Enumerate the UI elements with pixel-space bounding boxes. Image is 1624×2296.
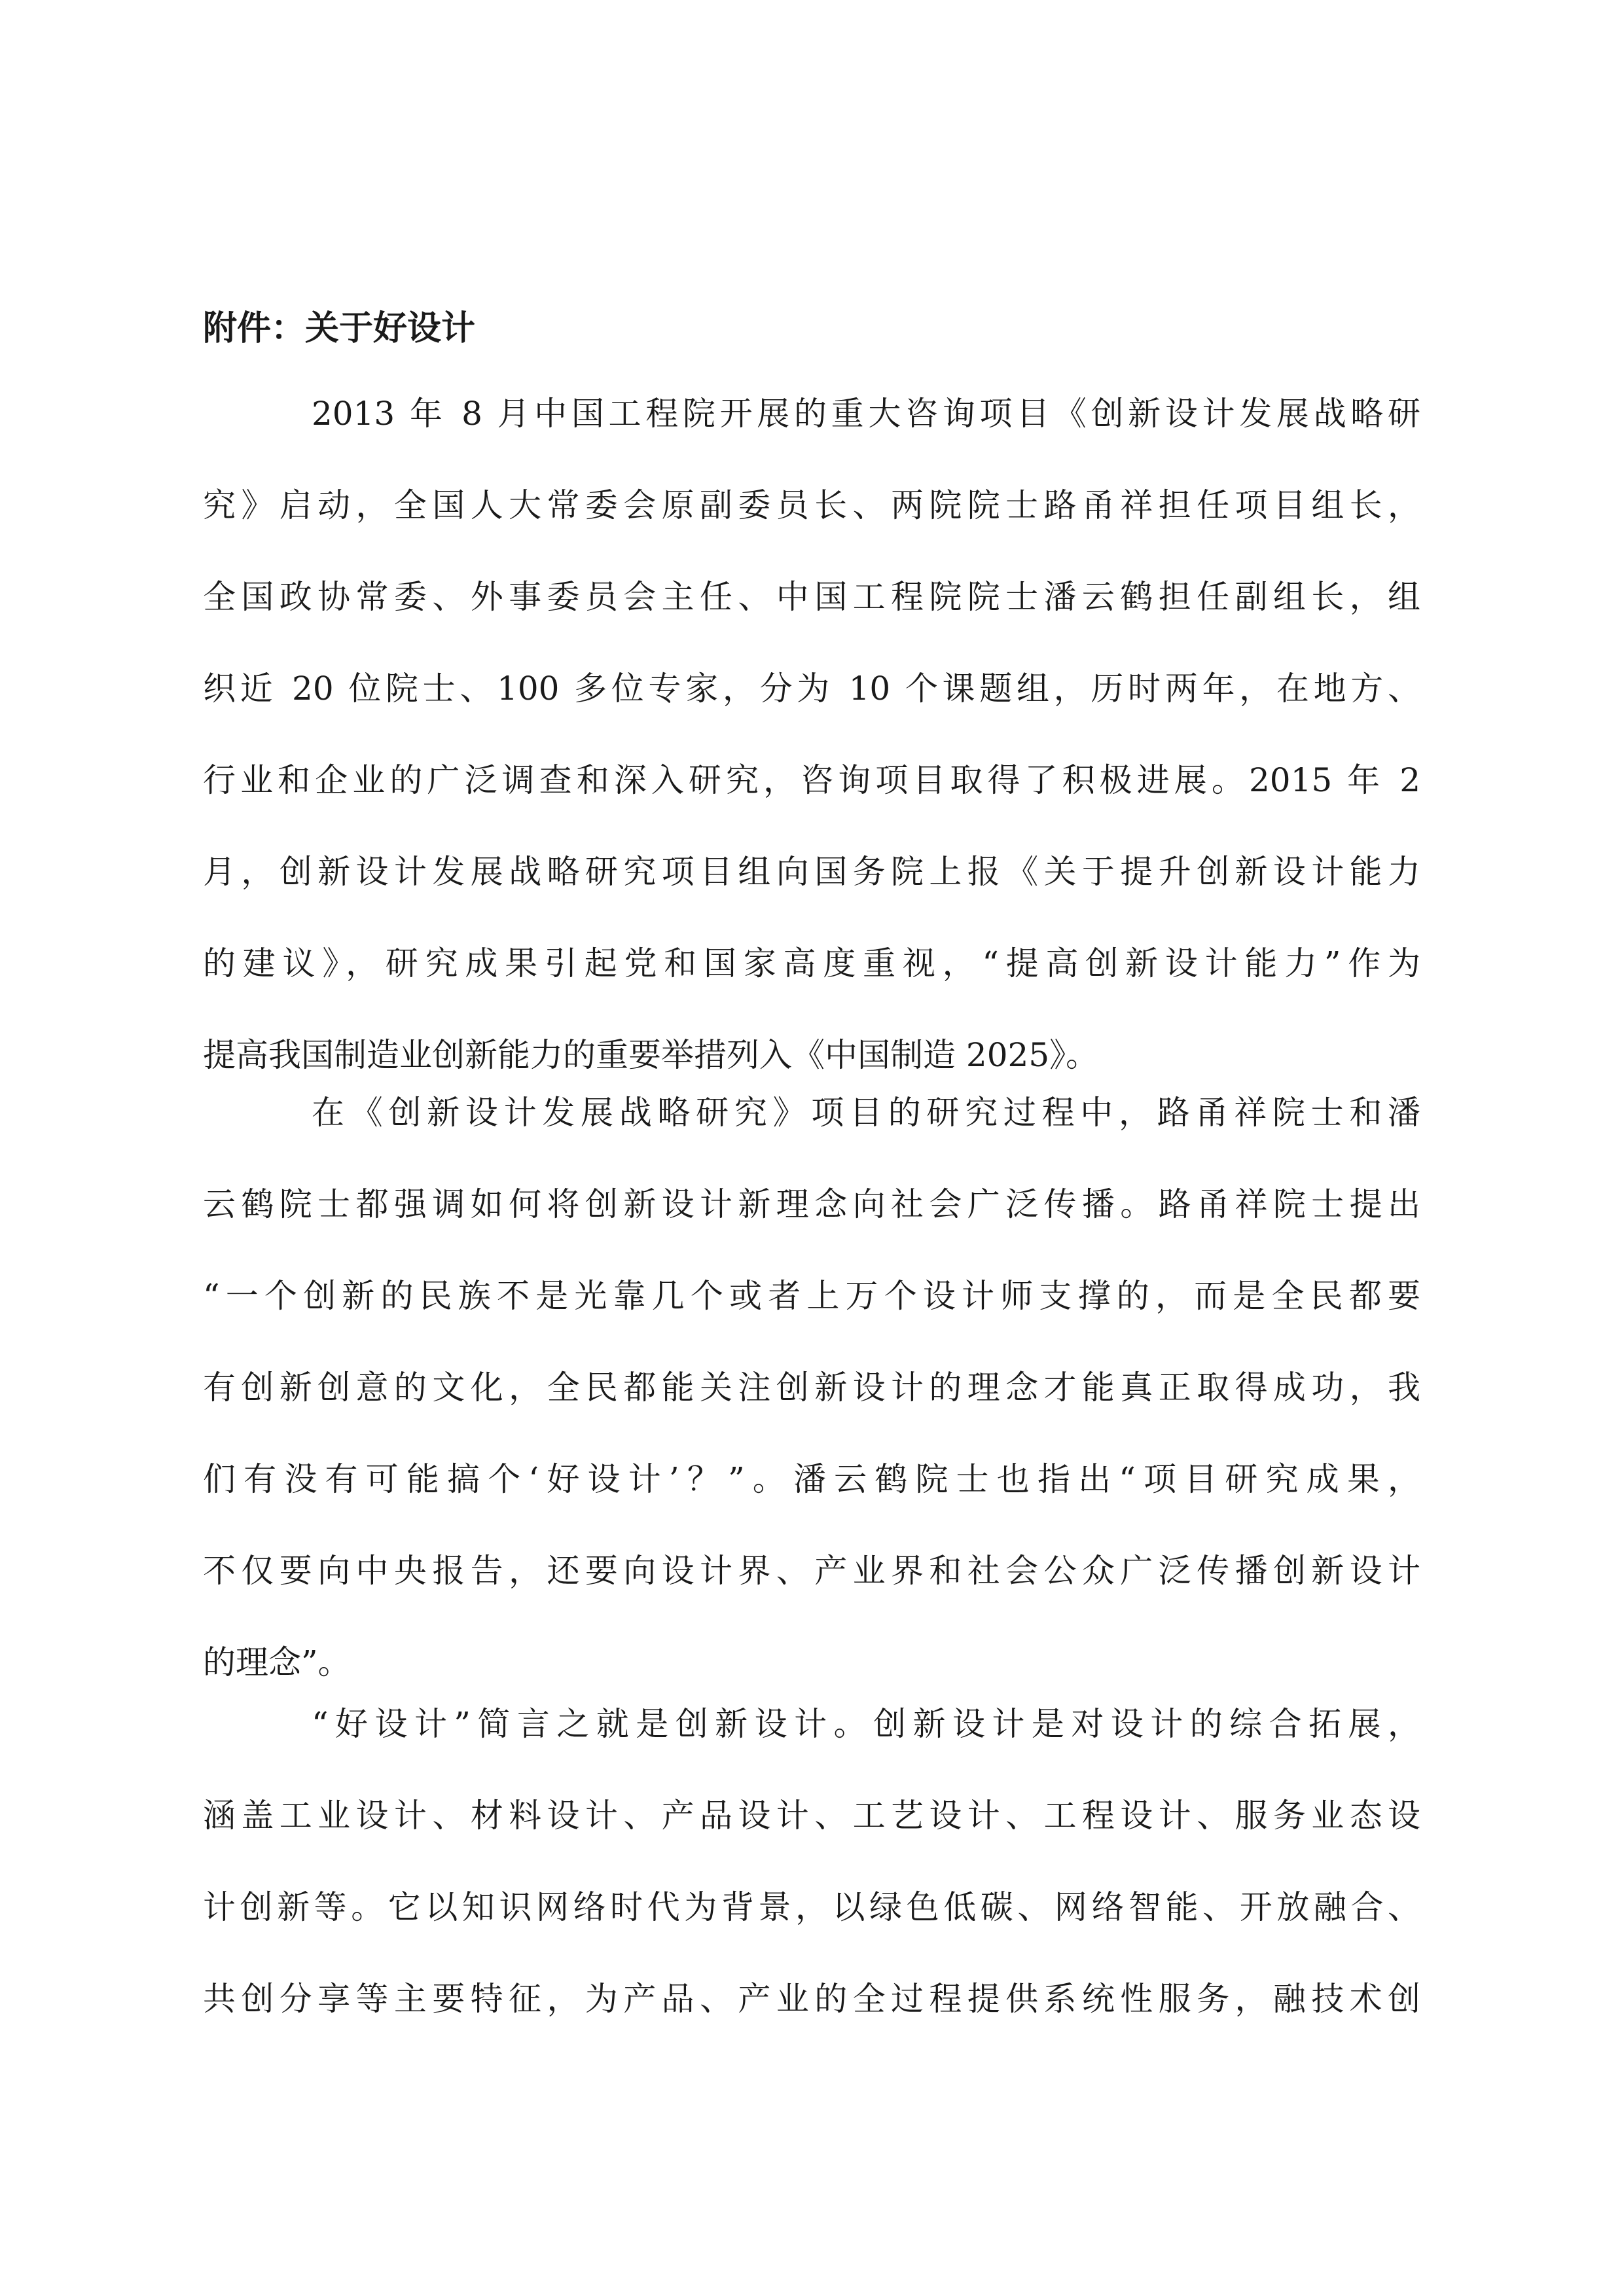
text-line: 行业和企业的广泛调查和深入研究，咨询项目取得了积极进展。2015 年 2: [203, 761, 1420, 799]
text-line: 共创分享等主要特征，为产品、产业的全过程提供系统性服务，融技术创: [203, 1980, 1420, 2018]
text-line: 提高我国制造业创新能力的重要举措列入《中国制造 2025》。: [203, 1036, 1099, 1074]
text-line: 不仅要向中央报告，还要向设计界、产业界和社会公众广泛传播创新设计: [203, 1552, 1420, 1590]
text-line: 2013 年 8 月中国工程院开展的重大咨询项目《创新设计发展战略研: [312, 395, 1420, 433]
text-line: 全国政协常委、外事委员会主任、中国工程院院士潘云鹤担任副组长，组: [203, 578, 1420, 616]
text-line: 在《创新设计发展战略研究》项目的研究过程中，路甬祥院士和潘: [312, 1094, 1420, 1132]
text-line: 月，创新设计发展战略研究项目组向国务院上报《关于提升创新设计能力: [203, 853, 1420, 891]
text-line: 计创新等。它以知识网络时代为背景，以绿色低碳、网络智能、开放融合、: [203, 1888, 1420, 1926]
text-line: “好设计”简言之就是创新设计。创新设计是对设计的综合拓展，: [312, 1705, 1420, 1743]
text-line: 有创新创意的文化，全民都能关注创新设计的理念才能真正取得成功，我: [203, 1369, 1420, 1407]
text-line: 的理念”。: [203, 1643, 351, 1681]
text-line: 的建议》，研究成果引起党和国家高度重视，“提高创新设计能力”作为: [203, 944, 1420, 982]
text-line: 云鹤院士都强调如何将创新设计新理念向社会广泛传播。路甬祥院士提出: [203, 1185, 1420, 1223]
text-line: 究》启动，全国人大常委会原副委员长、两院院士路甬祥担任项目组长，: [203, 486, 1420, 524]
text-line: 们有没有可能搞个‘好设计’？”。潘云鹤院士也指出“项目研究成果，: [203, 1460, 1420, 1498]
text-line: 织近 20 位院士、100 多位专家，分为 10 个课题组，历时两年，在地方、: [203, 670, 1420, 708]
paragraph-academician-views: [203, 1067, 1420, 1708]
text-line: 涵盖工业设计、材料设计、产品设计、工艺设计、工程设计、服务业态设: [203, 1797, 1420, 1835]
attachment-heading: 附件：关于好设计: [203, 308, 476, 348]
paragraph-project-background: [203, 368, 1420, 1101]
paragraph-good-design-definition: [203, 1678, 1420, 2045]
text-line: “一个创新的民族不是光靠几个或者上万个设计师支撑的，而是全民都要: [203, 1277, 1420, 1315]
